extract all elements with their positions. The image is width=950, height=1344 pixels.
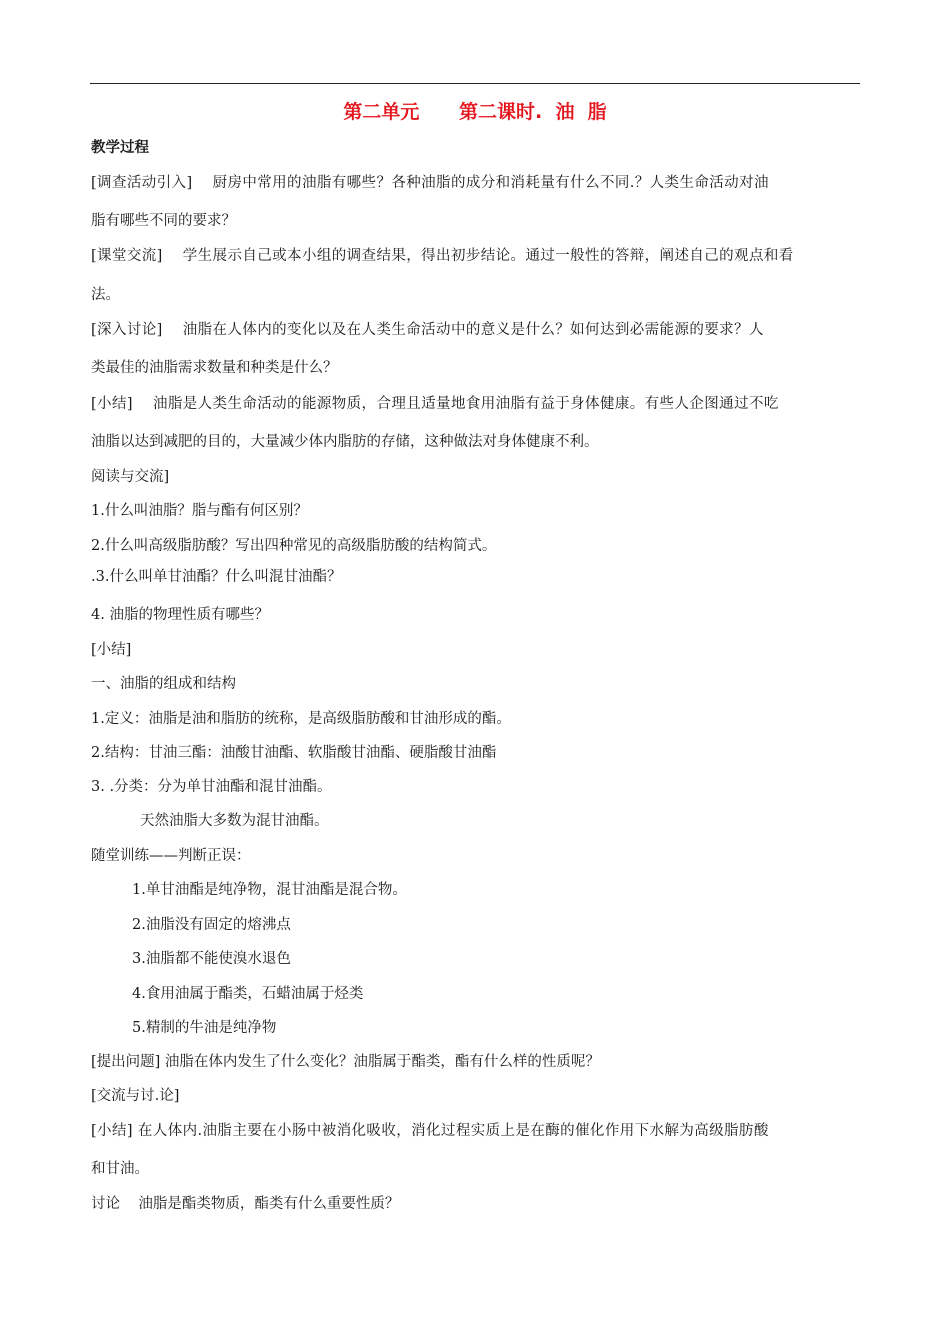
- section-heading: 教学过程: [91, 140, 149, 156]
- exercise-item: 1.单甘油酯是纯净物，混甘油酯是混合物。: [132, 882, 407, 898]
- paragraph-line: [小结] 油脂是人类生命活动的能源物质，合理且适量地食用油脂有益于身体健康。有些人企图通过不吃: [91, 396, 779, 412]
- list-item: 1.什么叫油脂？脂与酯有何区别？: [91, 503, 308, 519]
- subheading: 一、油脂的组成和结构: [91, 676, 236, 692]
- header-rule: [90, 83, 860, 84]
- paragraph-line: 天然油脂大多数为混甘油酯。: [140, 813, 329, 829]
- paragraph-line: [交流与讨.论]: [91, 1088, 180, 1104]
- paragraph-line: 油脂以达到减肥的目的，大量减少体内脂肪的存储，这种做法对身体健康不利。: [91, 434, 599, 450]
- paragraph-line: 和甘油。: [91, 1161, 149, 1177]
- paragraph-line: 讨论 油脂是酯类物质，酯类有什么重要性质？: [91, 1196, 400, 1212]
- paragraph-line: [课堂交流] 学生展示自己或本小组的调查结果，得出初步结论。通过一般性的答辩，阐述自己的观点和看: [91, 248, 794, 264]
- exercise-item: 3.油脂都不能使溴水退色: [132, 951, 291, 967]
- list-item: 1.定义：油脂是油和脂肪的统称，是高级脂肪酸和甘油形成的酯。: [91, 711, 511, 727]
- list-item: 2.结构：甘油三酯：油酸甘油酯、软脂酸甘油酯、硬脂酸甘油酯: [91, 745, 497, 761]
- paragraph-line: 脂有哪些不同的要求？: [91, 213, 236, 229]
- exercise-item: 5.精制的牛油是纯净物: [132, 1020, 277, 1036]
- paragraph-line: 类最佳的油脂需求数量和种类是什么？: [91, 360, 338, 376]
- paragraph-line: [调查活动引入] 厨房中常用的油脂有哪些？各种油脂的成分和消耗量有什么不同.？人类生命活动对油: [91, 175, 769, 191]
- list-item: 3. .分类：分为单甘油酯和混甘油酯。: [91, 779, 332, 795]
- document-title: 第二单元 第二课时. 油 脂: [343, 101, 607, 123]
- paragraph-line: [提出问题] 油脂在体内发生了什么变化？油脂属于酯类，酯有什么样的性质呢？: [91, 1054, 600, 1070]
- list-item: .3.什么叫单甘油酯？什么叫混甘油酯？: [91, 569, 342, 585]
- paragraph-line: [深入讨论] 油脂在人体内的变化以及在人类生命活动中的意义是什么？如何达到必需能源的要求？人: [91, 322, 764, 338]
- list-item: 4. 油脂的物理性质有哪些？: [91, 607, 269, 623]
- paragraph-line: [小结] 在人体内.油脂主要在小肠中被消化吸收，消化过程实质上是在酶的催化作用下水解为高级脂肪酸: [91, 1123, 769, 1139]
- paragraph-line: [小结]: [91, 642, 132, 658]
- exercise-item: 4.食用油属于酯类，石蜡油属于烃类: [132, 986, 364, 1002]
- paragraph-line: 随堂训练——判断正误：: [91, 848, 251, 864]
- paragraph-line: 阅读与交流]: [91, 469, 170, 485]
- paragraph-line: 法。: [91, 287, 120, 303]
- exercise-item: 2.油脂没有固定的熔沸点: [132, 917, 291, 933]
- list-item: 2.什么叫高级脂肪酸？写出四种常见的高级脂肪酸的结构简式。: [91, 538, 497, 554]
